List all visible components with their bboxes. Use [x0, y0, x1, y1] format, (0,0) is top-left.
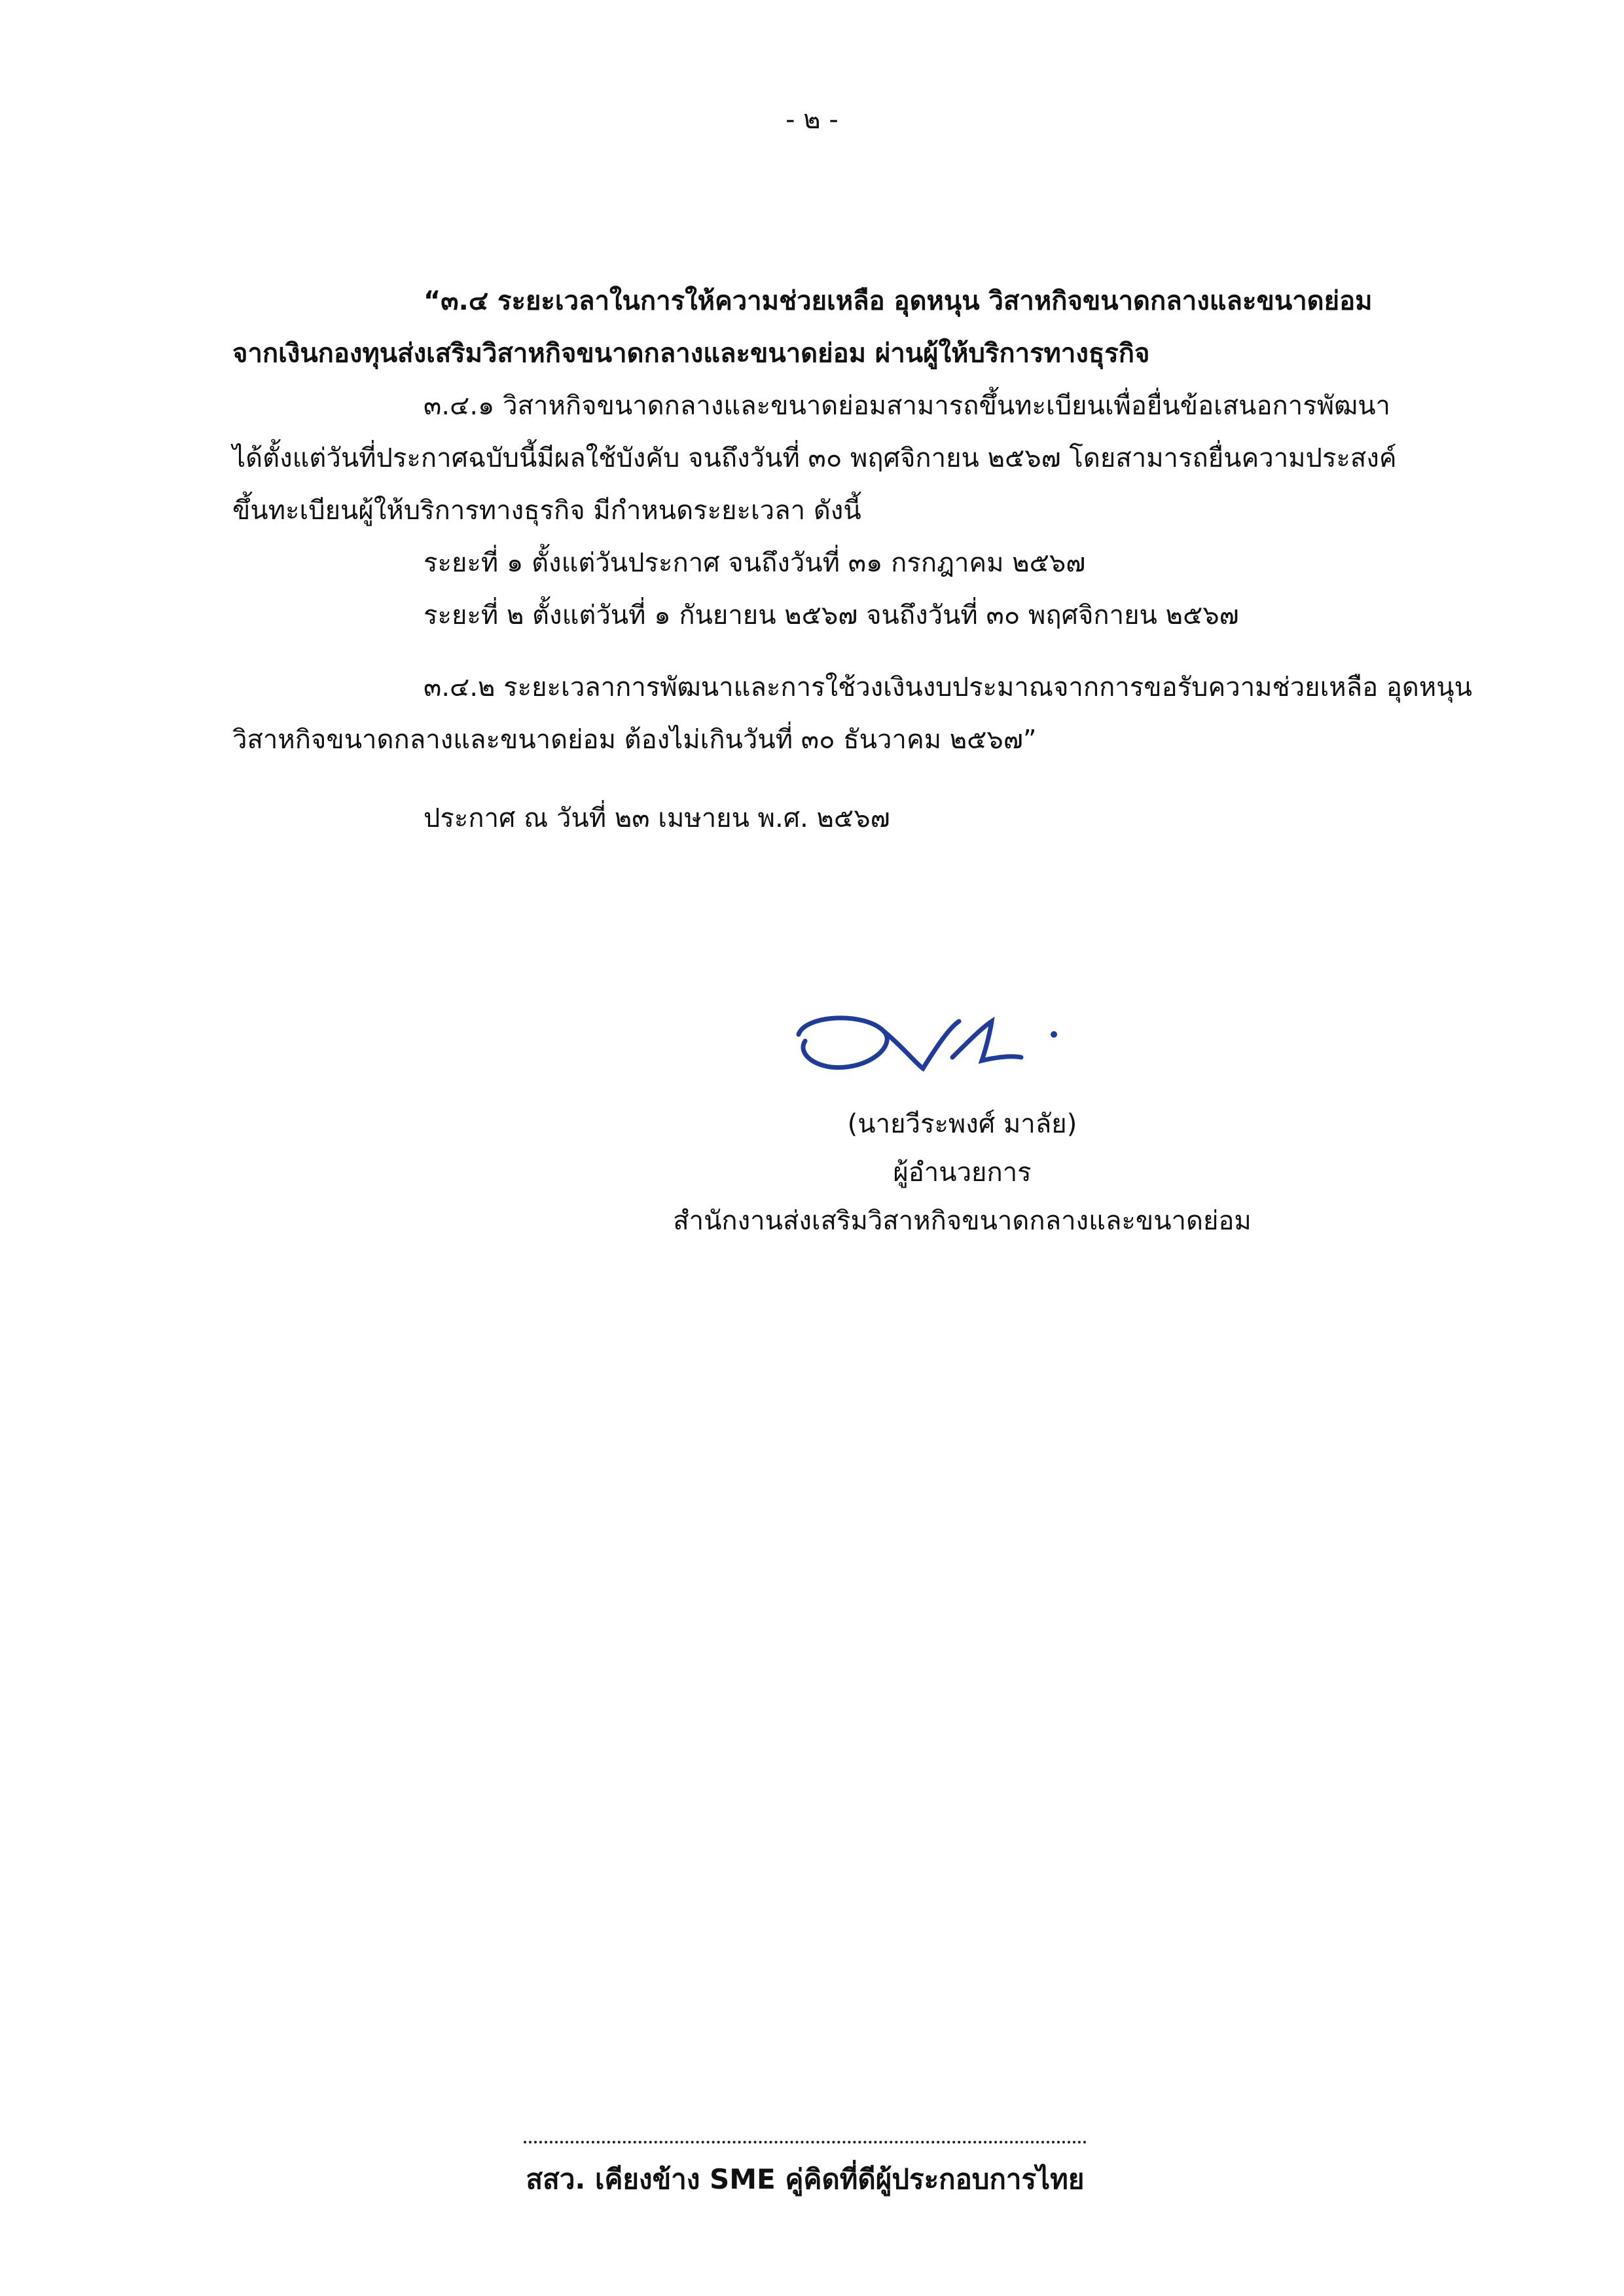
clause-3-4-1-line-3: ขึ้นทะเบียนผู้ให้บริการทางธุรกิจ มีกำหนดระยะเวลา ดังนี้: [232, 496, 861, 526]
clause-3-4-2-line-2: วิสาหกิจขนาดกลางและขนาดย่อม ต้องไม่เกินวันที่ ๓๐ ธันวาคม ๒๕๖๗”: [232, 725, 1037, 755]
section-heading-line-1: “๓.๔ ระยะเวลาในการให้ความช่วยเหลือ อุดหนุน วิสาหกิจขนาดกลางและขนาดย่อม: [424, 286, 1373, 316]
clause-3-4-2-line-1: ๓.๔.๒ ระยะเวลาการพัฒนาและการใช้วงเงินงบประมาณจากการขอรับความช่วยเหลือ อุดหนุน: [424, 672, 1472, 702]
signer-organization: สำนักงานส่งเสริมวิสาหกิจขนาดกลางและขนาดย่อม: [673, 1206, 1252, 1236]
footer: [511, 2141, 1100, 2201]
announcement-date: ประกาศ ณ วันที่ ๒๓ เมษายน พ.ศ. ๒๕๖๗: [424, 803, 890, 833]
footer-slogan: สสว. เคียงข้าง SME คู่คิดที่ดีผู้ประกอบการไทย: [526, 2163, 1085, 2195]
signer-block: [576, 1100, 1348, 1245]
handwritten-signature: [785, 995, 1126, 1087]
clause-3-4-1-line-2: ได้ตั้งแต่วันที่ประกาศฉบับนี้มีผลใช้บังคับ จนถึงวันที่ ๓๐ พฤศจิกายน ๒๕๖๗ โดยสามารถยื่นความประสงค์: [232, 443, 1397, 473]
signer-name: (นายวีระพงศ์ มาลัย): [847, 1109, 1077, 1139]
page-number: - ๒ -: [785, 105, 839, 135]
announcement-body: [232, 275, 1476, 845]
signer-position: ผู้อำนวยการ: [893, 1157, 1032, 1188]
section-heading-line-2: จากเงินกองทุนส่งเสริมวิสาหกิจขนาดกลางและขนาดย่อม ผ่านผู้ให้บริการทางธุรกิจ: [232, 338, 1150, 369]
phase-1: ระยะที่ ๑ ตั้งแต่วันประกาศ จนถึงวันที่ ๓๑ กรกฎาคม ๒๕๖๗: [424, 548, 1086, 578]
clause-3-4-1-line-1: ๓.๔.๑ วิสาหกิจขนาดกลางและขนาดย่อมสามารถขึ้นทะเบียนเพื่อยื่นข้อเสนอการพัฒนา: [424, 391, 1391, 421]
footer-dotted-divider: [524, 2141, 1087, 2143]
phase-2: ระยะที่ ๒ ตั้งแต่วันที่ ๑ กันยายน ๒๕๖๗ จนถึงวันที่ ๓๐ พฤศจิกายน ๒๕๖๗: [424, 600, 1239, 630]
